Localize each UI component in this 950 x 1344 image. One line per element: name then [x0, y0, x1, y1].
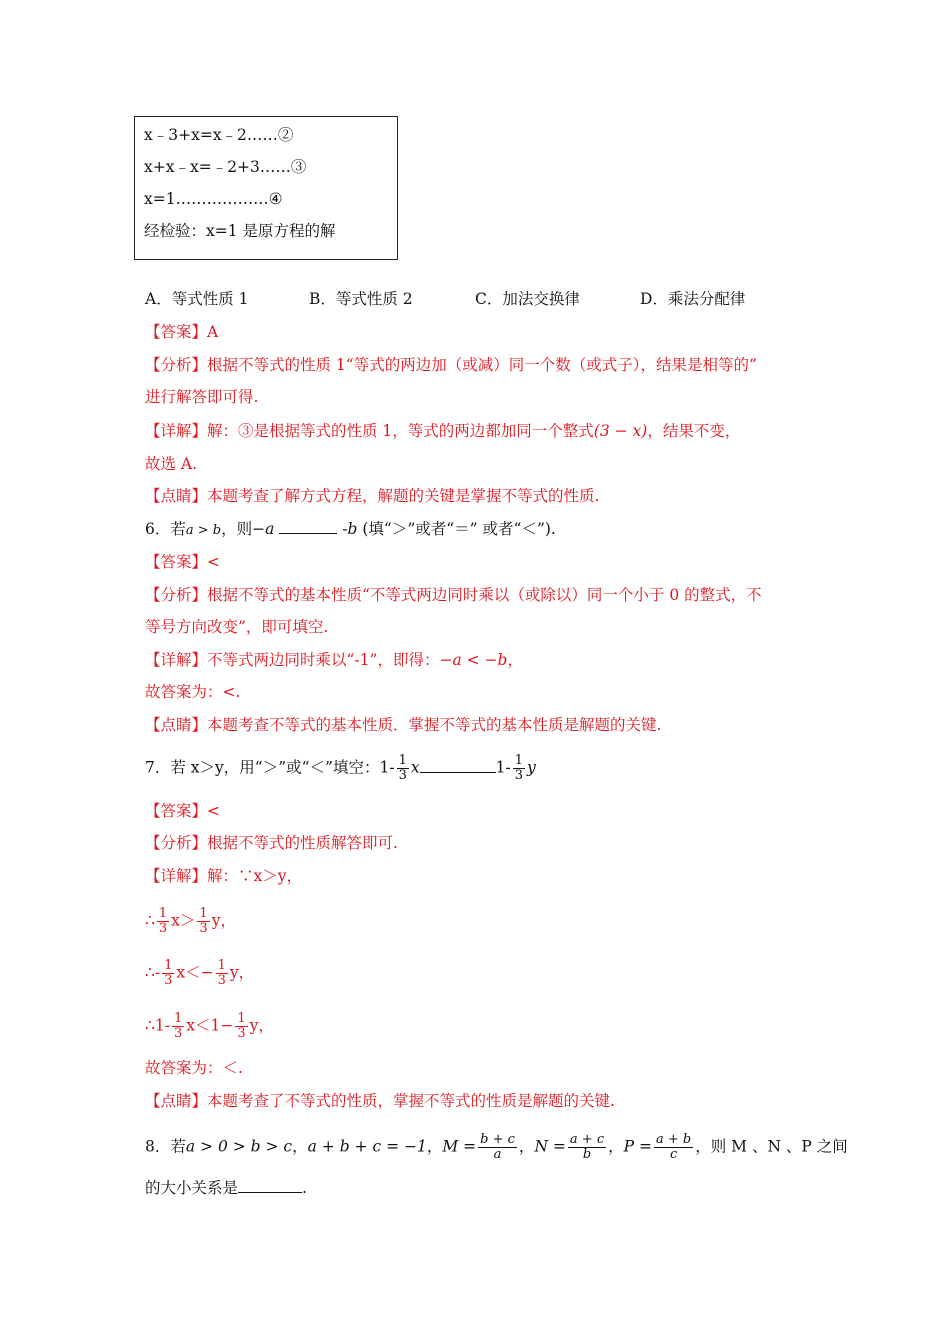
q7-step-2: ∴- $\frac{1}{3}$ x＜− $\frac{1}{3}$ y， — [145, 958, 255, 988]
q6-detail-line-1 — [145, 650, 523, 670]
q8-M-fraction: $\frac{b + c}{a}$ — [480, 1132, 515, 1162]
q6-detail-expr: −a < −b — [439, 651, 508, 669]
q7-step-3: ∴1- $\frac{1}{3}$ x＜1− $\frac{1}{3}$ y， — [145, 1011, 274, 1041]
q6-comment: 【点睛】本题考查不等式的基本性质．掌握不等式的基本性质是解题的关键. — [145, 716, 662, 734]
q8-dot: . — [302, 1179, 307, 1197]
q5-detail-tail: ，结果不变， — [647, 422, 741, 440]
q6-detail-tail: ， — [507, 651, 523, 669]
q5-detail-line-2: 故选 A. — [145, 455, 198, 473]
q8-answer-blank[interactable] — [238, 1178, 302, 1193]
q8-N: N = — [534, 1137, 566, 1156]
q6-analysis-line-1: 【分析】根据不等式的基本性质“不等式两边同时乘以（或除以）同一个小于 0 的整式，不 — [145, 586, 762, 604]
q8-stem-line-2 — [145, 1178, 307, 1198]
option-a: A．等式性质 1 — [145, 290, 249, 308]
q8-M: M = — [442, 1137, 477, 1156]
option-d: D．乘法分配律 — [640, 290, 746, 308]
q7-answer: 【答案】< — [145, 802, 220, 820]
q8-condition-2: a + b + c = −1 — [307, 1137, 427, 1156]
option-c: C．加法交换律 — [475, 290, 580, 308]
q7-step-1: ∴ $\frac{1}{3}$ x＞ $\frac{1}{3}$ y， — [145, 906, 236, 936]
q7-comment: 【点睛】本题考查了不等式的性质，掌握不等式的性质是解题的关键. — [145, 1092, 615, 1110]
q8-N-fraction: $\frac{a + c}{b}$ — [569, 1132, 605, 1162]
q7-answer-blank[interactable] — [420, 758, 496, 773]
q6-detail-line-2: 故答案为：<. — [145, 683, 241, 701]
box-line-3: x=1………………④ — [144, 190, 283, 208]
q6-neg-a: −a — [252, 520, 275, 538]
q5-analysis-line-1: 【分析】根据不等式的性质 1“等式的两边加（或减）同一个数（或式子），结果是相等的” — [145, 356, 757, 374]
q7-mid: 1- — [495, 758, 511, 777]
q8-number: 8．若 — [145, 1137, 186, 1156]
q6-instruction: (填“＞”或者“＝” 或者“＜”). — [362, 520, 556, 538]
q8-P-fraction: $\frac{a + b}{c}$ — [655, 1132, 692, 1162]
fraction-one-third: $\frac{1}{3}$ — [514, 753, 524, 783]
q7-final: 故答案为：＜. — [145, 1059, 243, 1077]
fraction-one-third: $\frac{1}{3}$ — [398, 753, 407, 783]
q8-tail: ，则 M 、N 、P 之间 — [695, 1137, 848, 1156]
q7-analysis: 【分析】根据不等式的性质解答即可. — [145, 834, 398, 852]
q8-P: P = — [623, 1137, 652, 1156]
q5-comment: 【点睛】本题考查了解方式方程，解题的关键是掌握不等式的性质. — [145, 487, 600, 505]
box-line-4: 经检验：x=1 是原方程的解 — [144, 222, 336, 240]
q8-stem-line-1: 8．若a > 0 > b > c，a + b + c = −1，M = $\frac{b + c}{a}$ ，N = $\frac{a + c}{b}$ ，P = $\frac{a + b}{c}$ ，则 M 、N 、P 之间 — [145, 1132, 848, 1162]
box-line-1: x﹣3+x=x﹣2……② — [144, 126, 294, 144]
box-line-2: x+x﹣x=﹣2+3……③ — [144, 158, 307, 176]
q5-answer: 【答案】A — [145, 323, 219, 341]
q7-var-x: x — [410, 758, 420, 777]
q7-stem — [145, 754, 536, 783]
q6-then: ，则 — [221, 520, 253, 538]
q6-neg-b: -b — [342, 520, 358, 538]
option-b: B．等式性质 2 — [309, 290, 413, 308]
q6-stem — [145, 519, 556, 541]
q5-detail-expr: (3 − x) — [593, 422, 648, 440]
q7-detail: 【详解】解：∵x＞y， — [145, 867, 302, 885]
q7-stem-text: 7．若 x＞y，用“＞”或“＜”填空：1- — [145, 758, 395, 777]
q6-detail-text: 【详解】不等式两边同时乘以“-1”，即得： — [145, 651, 440, 669]
q5-detail-line-1 — [145, 421, 740, 441]
q8-line-2-text: 的大小关系是 — [145, 1179, 239, 1197]
q6-answer-blank[interactable] — [279, 519, 337, 534]
solution-steps-box — [134, 116, 398, 260]
q6-condition: a > b — [185, 523, 222, 538]
q6-number: 6．若 — [145, 520, 186, 538]
q5-analysis-line-2: 进行解答即可得. — [145, 388, 259, 406]
q5-detail-text: 【详解】解：③是根据等式的性质 1，等式的两边都加同一个整式 — [145, 422, 594, 440]
q7-var-y: y — [527, 758, 536, 777]
q8-condition-1: a > 0 > b > c — [185, 1137, 293, 1156]
q6-answer: 【答案】< — [145, 553, 220, 571]
q6-analysis-line-2: 等号方向改变”，即可填空. — [145, 618, 329, 636]
